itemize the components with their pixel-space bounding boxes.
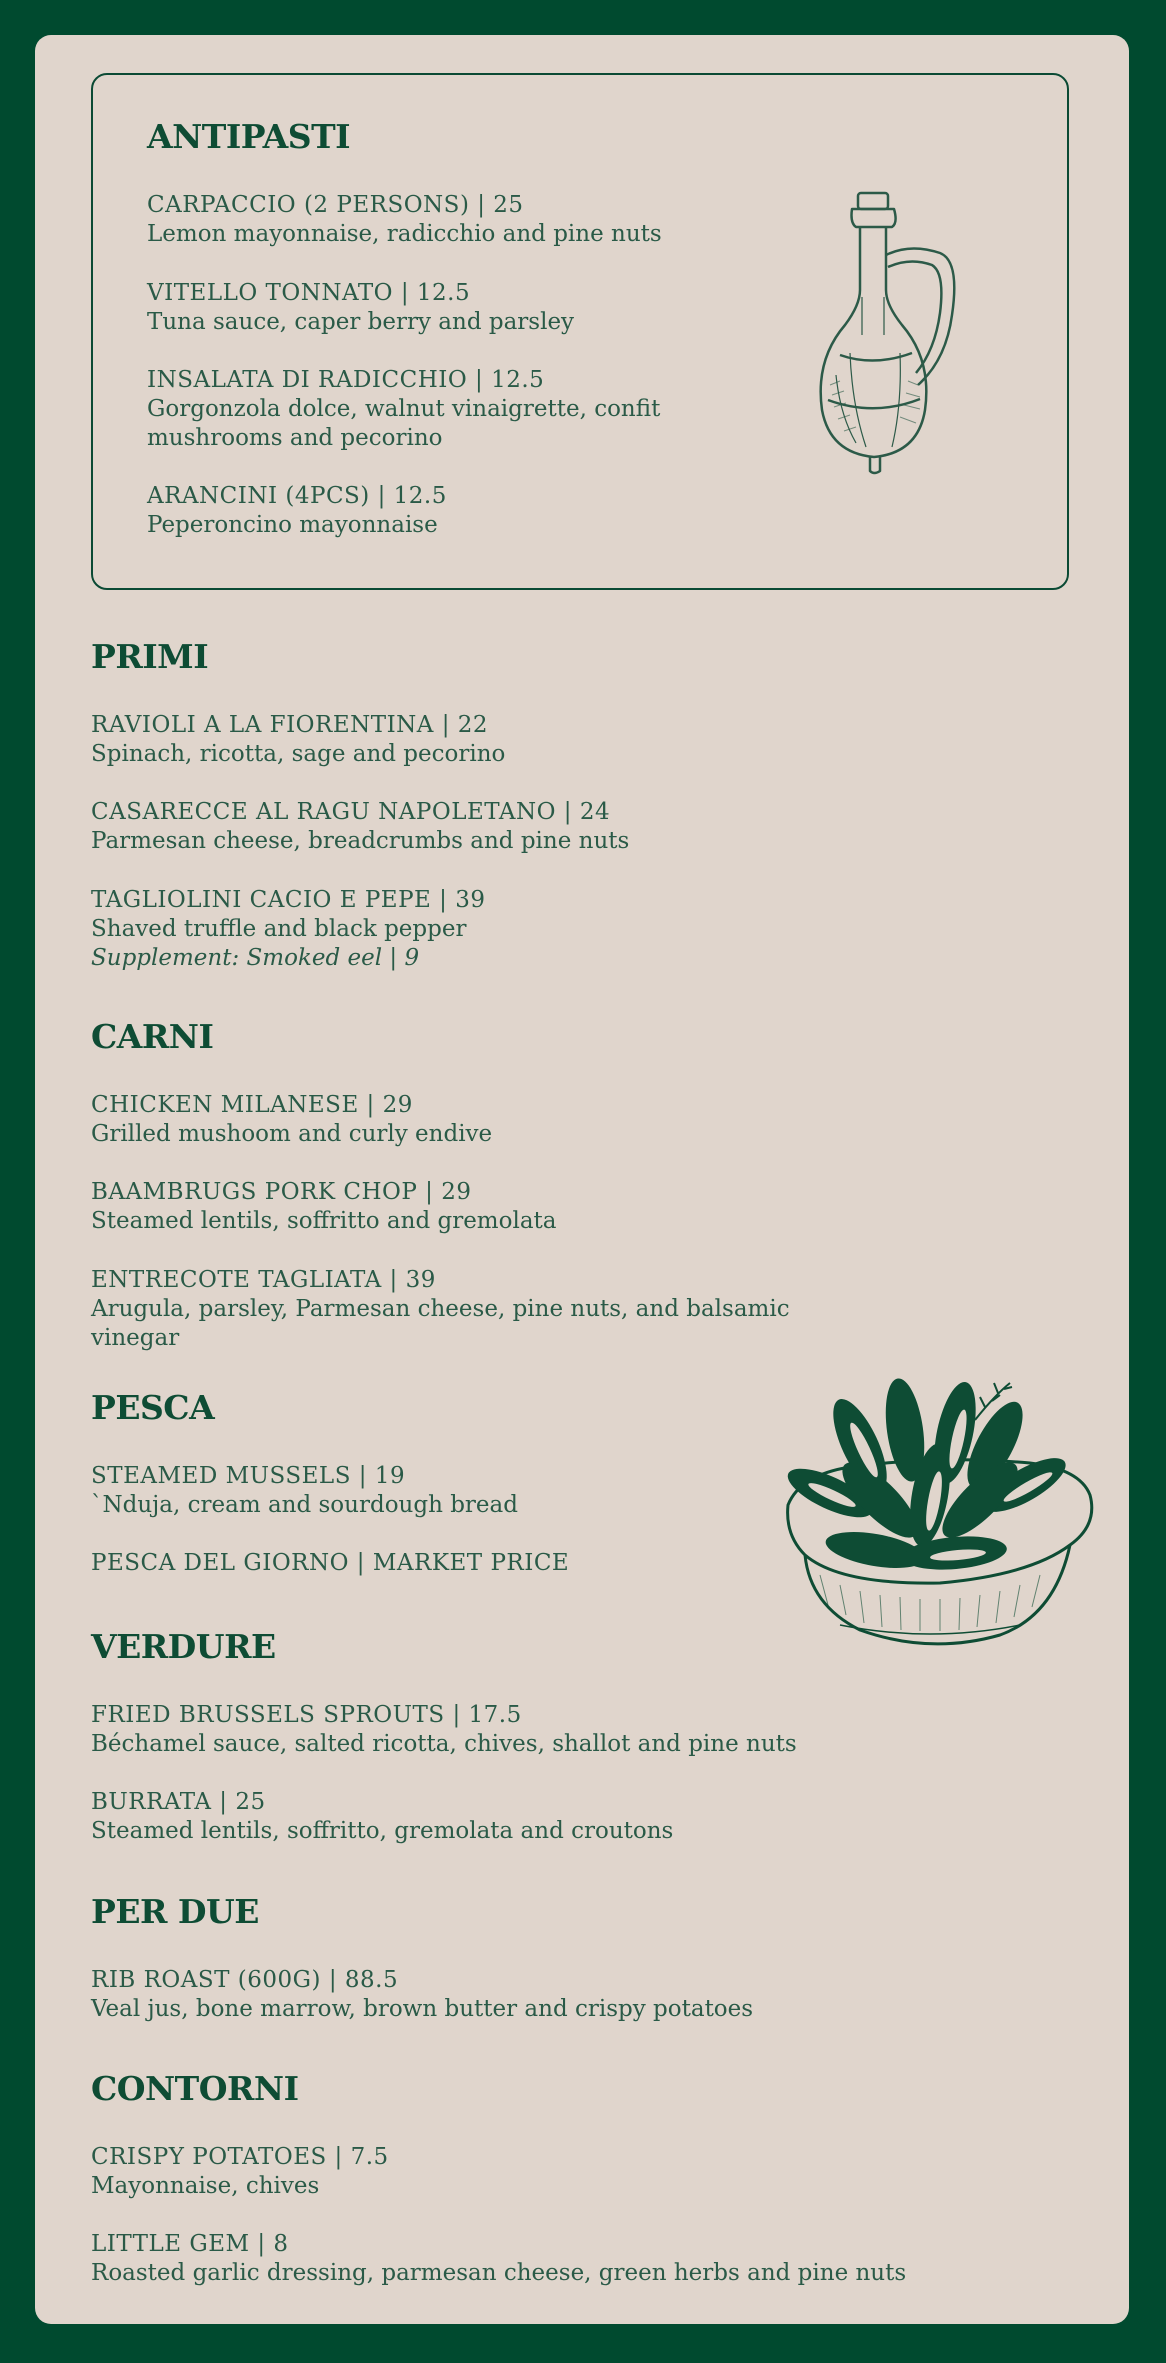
section-title-primi: PRIMI	[91, 637, 209, 676]
item-name: RAVIOLI A LA FIORENTINA | 22	[91, 712, 489, 738]
item-description: Shaved truffle and black pepper	[91, 916, 467, 942]
menu-item	[91, 2230, 906, 2288]
menu-item	[91, 1462, 518, 1520]
item-description: Spinach, ricotta, sage and pecorino	[91, 741, 506, 767]
item-description: Tuna sauce, caper berry and parsley	[147, 309, 575, 335]
item-name: TAGLIOLINI CACIO E PEPE | 39	[91, 887, 486, 913]
item-description: Gorgonzola dolce, walnut vinaigrette, confit mushrooms and pecorino	[147, 396, 661, 451]
item-supplement: Supplement: Smoked eel | 9	[91, 945, 420, 971]
item-description: Peperoncino mayonnaise	[147, 512, 438, 538]
menu-item	[91, 1966, 753, 2024]
oil-bottle-icon	[800, 185, 1000, 495]
section-title-carni: CARNI	[91, 1017, 214, 1056]
menu-item	[91, 711, 505, 769]
menu-item	[147, 191, 662, 249]
menu-item	[91, 1178, 557, 1236]
menu-item	[91, 1549, 569, 1578]
item-name: ARANCINI (4PCS) | 12.5	[147, 483, 447, 509]
menu-item	[91, 2143, 389, 2201]
item-name: LITTLE GEM | 8	[91, 2231, 289, 2257]
item-description: Steamed lentils, soffritto and gremolata	[91, 1208, 557, 1234]
item-description: Grilled mushoom and curly endive	[91, 1121, 493, 1147]
menu-item	[91, 1091, 492, 1149]
item-description: Veal jus, bone marrow, brown butter and crispy potatoes	[91, 1996, 754, 2022]
item-name: CASARECCE AL RAGU NAPOLETANO | 24	[91, 799, 611, 825]
item-name: CHICKEN MILANESE | 29	[91, 1092, 413, 1118]
menu-item	[91, 798, 629, 856]
item-name: INSALATA DI RADICCHIO | 12.5	[147, 367, 545, 393]
item-name: BAAMBRUGS PORK CHOP | 29	[91, 1179, 472, 1205]
menu-item	[91, 886, 486, 973]
menu-item	[91, 1701, 797, 1759]
item-name: FRIED BRUSSELS SPROUTS | 17.5	[91, 1702, 522, 1728]
item-name: VITELLO TONNATO | 12.5	[147, 280, 471, 306]
menu-item	[91, 1788, 673, 1846]
item-name: CARPACCIO (2 PERSONS) | 25	[147, 192, 524, 218]
menu-item	[147, 279, 574, 337]
item-description: Béchamel sauce, salted ricotta, chives, shallot and pine nuts	[91, 1731, 797, 1757]
item-name: PESCA DEL GIORNO | MARKET PRICE	[91, 1550, 570, 1576]
item-description: Steamed lentils, soffritto, gremolata and croutons	[91, 1818, 674, 1844]
item-description: Parmesan cheese, breadcrumbs and pine nuts	[91, 828, 630, 854]
section-title-per-due: PER DUE	[91, 1892, 259, 1931]
item-description: Mayonnaise, chives	[91, 2173, 320, 2199]
item-description: `Nduja, cream and sourdough bread	[91, 1492, 518, 1518]
menu-item	[91, 1266, 790, 1353]
item-name: BURRATA | 25	[91, 1789, 266, 1815]
item-name: CRISPY POTATOES | 7.5	[91, 2144, 389, 2170]
section-title-antipasti: ANTIPASTI	[147, 117, 351, 156]
menu-item	[147, 366, 660, 453]
item-name: RIB ROAST (600G) | 88.5	[91, 1967, 399, 1993]
mussels-bowl-icon	[780, 1375, 1100, 1660]
menu-item	[147, 482, 447, 540]
item-name: STEAMED MUSSELS | 19	[91, 1463, 406, 1489]
item-name: ENTRECOTE TAGLIATA | 39	[91, 1267, 436, 1293]
section-title-verdure: VERDURE	[91, 1627, 276, 1666]
item-description: Arugula, parsley, Parmesan cheese, pine nuts, and balsamic vinegar	[91, 1296, 790, 1351]
item-description: Roasted garlic dressing, parmesan cheese, green herbs and pine nuts	[91, 2260, 907, 2286]
menu-card	[35, 35, 1129, 2324]
item-description: Lemon mayonnaise, radicchio and pine nuts	[147, 221, 662, 247]
section-title-contorni: CONTORNI	[91, 2069, 299, 2108]
section-title-pesca: PESCA	[91, 1388, 215, 1427]
